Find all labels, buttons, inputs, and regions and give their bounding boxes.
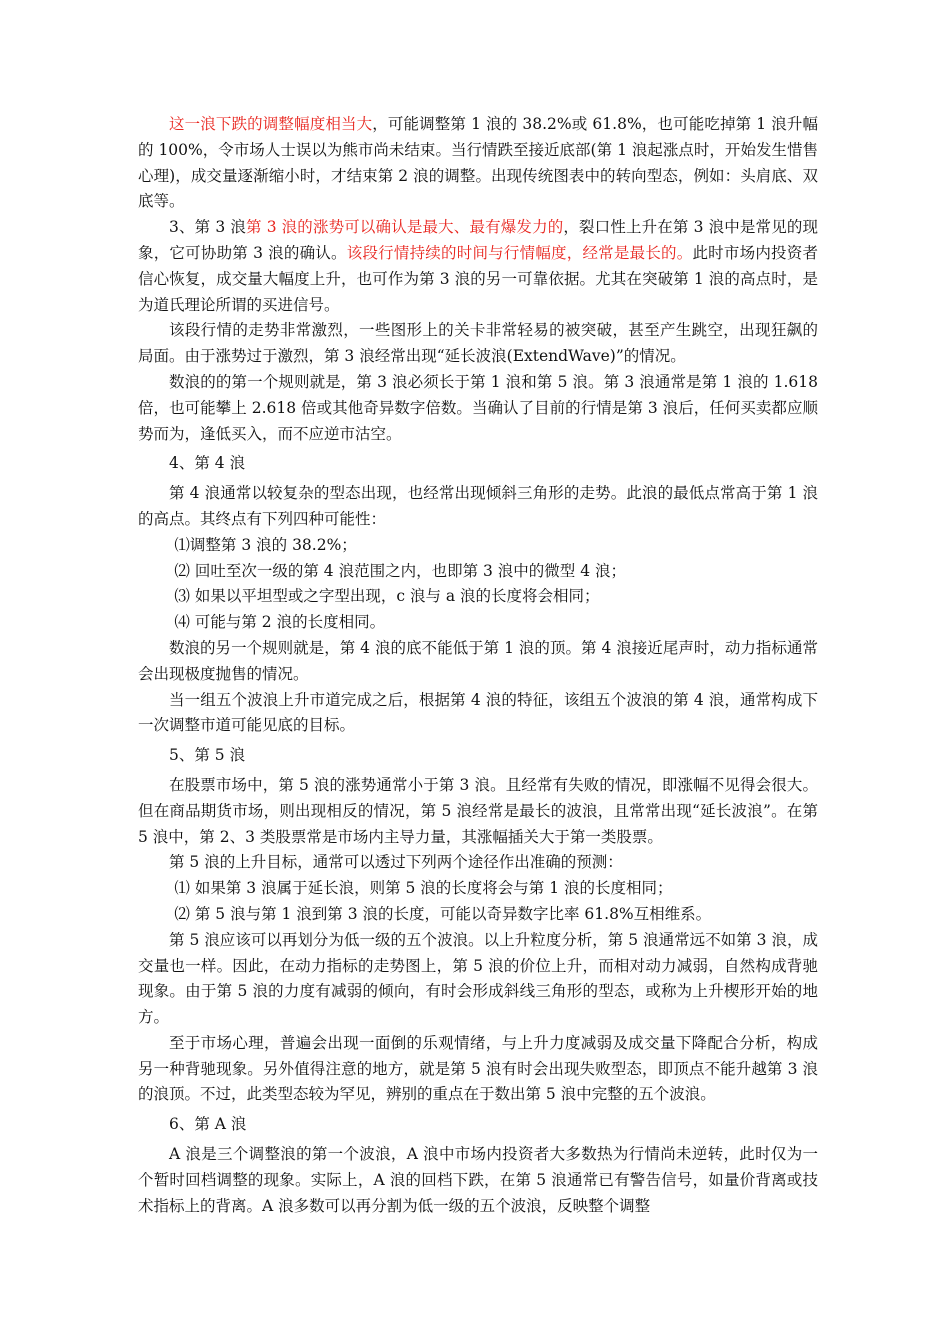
wave4-list-item: ⑷ 可能与第 2 浪的长度相同。 [174, 613, 386, 632]
wave2-text: ，可能调整第 1 浪的 38.2%或 61.8%，也可能吃掉第 1 浪升幅的 100%，令市场人士误以为熊市尚未结束。当行情跌至接近底部(第 1 浪起涨点时，开始发生惜售心理)，成交量逐渐缩小时，才结束第 2 浪的调整。出现传统图表中的转向型态，例如：头肩底、双底等。 [138, 115, 818, 211]
wave5-paragraph-2: 第 5 浪的上升目标，通常可以透过下列两个途径作出准确的预测： [169, 853, 623, 872]
wave3-highlight-1: 第 3 浪的涨势可以确认是最大、最有爆发力的 [245, 218, 564, 237]
wave5-heading: 5、第 5 浪 [169, 746, 246, 765]
wave5-list-item: ⑵ 第 5 浪与第 1 浪到第 3 浪的长度，可能以奇异数字比率 61.8%互相维系。 [174, 904, 712, 923]
wave4-heading: 4、第 4 浪 [169, 454, 246, 473]
wave3-highlight-2: 该段行情持续的时间与行情幅度，经常是最长的。 [346, 243, 693, 262]
waveA-paragraph-1: A 浪是三个调整浪的第一个波浪，A 浪中市场内投资者大多数热为行情尚未逆转，此时仅为一个暂时回档调整的现象。实际上，A 浪的回档下跌，在第 5 浪通常已有警告信号，如量价背离或技术指标上的背离。A 浪多数可以再分割为低一级的五个波浪，反映整个调整 [138, 1145, 818, 1215]
wave4-paragraph-3: 当一组五个波浪上升市道完成之后，根据第 4 浪的特征，该组五个波浪的第 4 浪，通常构成下一次调整市道可能见底的目标。 [138, 690, 818, 735]
wave5-list-item: ⑴ 如果第 3 浪属于延长浪，则第 5 浪的长度将会与第 1 浪的长度相同； [174, 879, 673, 898]
waveA-heading: 6、第 A 浪 [169, 1115, 247, 1134]
wave3-mid: ，裂口性上升在第 3 浪中是常见的现象，它可协助第 3 浪的确认。 [138, 218, 819, 262]
wave3-paragraph [138, 215, 818, 318]
wave4-paragraph-2: 数浪的另一个规则就是，第 4 浪的底不能低于第 1 浪的顶。第 4 浪接近尾声时，动力指标通常会出现极度抛售的情况。 [138, 638, 818, 683]
wave3-paragraph-3: 数浪的的第一个规则就是，第 3 浪必须长于第 1 浪和第 5 浪。第 3 浪通常是第 1 浪的 1.618 倍，也可能攀上 2.618 倍或其他奇异数字倍数。当确认了目前的行情是第 3 浪后，任何买卖都应顺势而为，逢低买入，而不应逆市沽空。 [138, 372, 818, 443]
wave5-paragraph-1: 在股票市场中，第 5 浪的涨势通常小于第 3 浪。且经常有失败的情况，即涨幅不见得会很大。但在商品期货市场，则出现相反的情况，第 5 浪经常是最长的波浪，且常常出现“延长波浪”。在第 5 浪中，第 2、3 类股票常是市场内主导力量，其涨幅插关大于第一类股票。 [138, 775, 818, 846]
wave4-list-item: ⑴调整第 3 浪的 38.2%； [174, 535, 357, 554]
document-page [138, 112, 818, 1219]
wave4-list-item: ⑶ 如果以平坦型或之字型出现，c 浪与 a 浪的长度将会相同； [174, 587, 600, 606]
wave3-paragraph-2: 该段行情的走势非常激烈，一些图形上的关卡非常轻易的被突破，甚至产生跳空，出现狂飙的局面。由于涨势过于激烈，第 3 浪经常出现“延长波浪(ExtendWave)”的情况。 [138, 321, 818, 366]
wave5-paragraph-4: 至于市场心理，普遍会出现一面倒的乐观情绪，与上升力度减弱及成交量下降配合分析，构成另一种背驰现象。另外值得注意的地方，就是第 5 浪有时会出现失败型态，即顶点不能升越第 3 浪的浪顶。不过，此类型态较为罕见，辨别的重点在于数出第 5 浪中完整的五个波浪。 [138, 1033, 818, 1104]
wave3-tail: 此时市场内投资者信心恢复，成交量大幅度上升，也可作为第 3 浪的另一可靠依据。尤其在突破第 1 浪的高点时，是为道氏理论所谓的买进信号。 [138, 243, 818, 314]
wave4-list-item: ⑵ 回吐至次一级的第 4 浪范围之内，也即第 3 浪中的微型 4 浪； [174, 561, 626, 580]
wave4-paragraph-1: 第 4 浪通常以较复杂的型态出现，也经常出现倾斜三角形的走势。此浪的最低点常高于第 1 浪的高点。其终点有下列四种可能性： [138, 484, 818, 528]
wave3-lead: 3、第 3 浪 [169, 218, 246, 237]
wave5-paragraph-3: 第 5 浪应该可以再划分为低一级的五个波浪。以上升粒度分析，第 5 浪通常远不如第 3 浪，成交量也一样。因此，在动力指标的走势图上，第 5 浪的价位上升，而相对动力减弱，自然构成背驰现象。由于第 5 浪的力度有减弱的倾向，有时会形成斜线三角形的型态，或称为上升楔形开始的地方。 [138, 930, 818, 1027]
wave2-paragraph [138, 112, 818, 215]
wave2-highlight: 这一浪下跌的调整幅度相当大 [169, 115, 373, 133]
